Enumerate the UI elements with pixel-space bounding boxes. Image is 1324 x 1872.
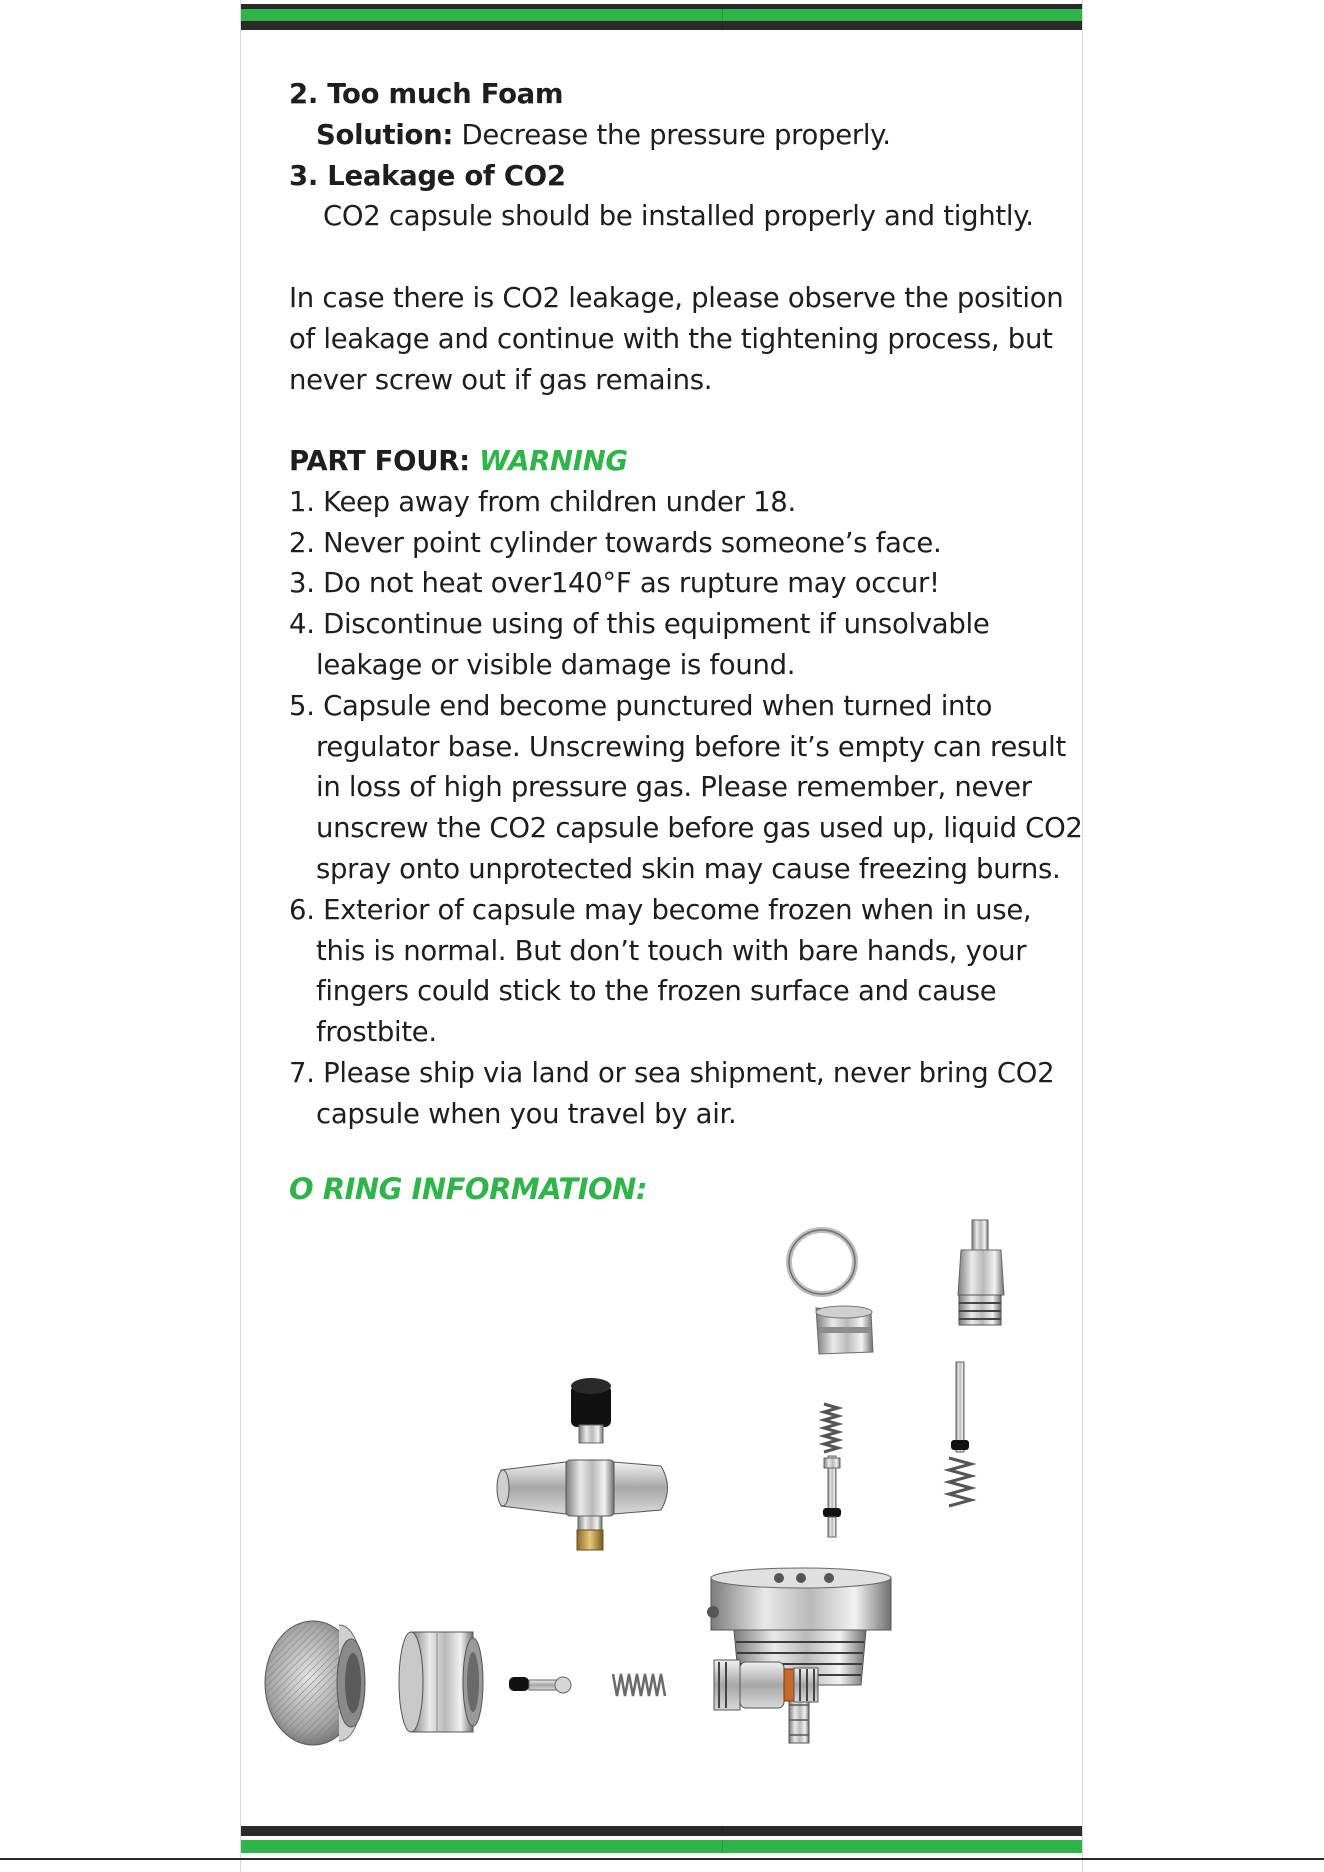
warning-item-line: 1. Keep away from children under 18.	[289, 485, 796, 518]
warning-item-line: this is normal. But don’t touch with bare hands, your	[316, 934, 1027, 967]
warning-item-line: in loss of high pressure gas. Please remember, never	[316, 771, 1032, 804]
solution-label: Solution:	[316, 118, 454, 151]
leakage-line: In case there is CO2 leakage, please observe the position	[289, 282, 1064, 314]
warning-item-line: capsule when you travel by air.	[316, 1097, 737, 1130]
warning-item-line: 4. Discontinue using of this equipment if unsolvable	[289, 608, 990, 641]
warning-item-line: leakage or visible damage is found.	[316, 648, 796, 681]
leakage-line: never screw out if gas remains.	[289, 363, 713, 396]
valve-pin-part	[949, 1362, 971, 1506]
warning-label: WARNING	[479, 445, 628, 477]
warning-item-line: 7. Please ship via land or sea shipment, never bring CO2	[289, 1056, 1055, 1089]
warning-item-line: spray onto unprotected skin may cause freezing burns.	[316, 852, 1061, 885]
section-2-heading: 2. Too much Foam	[289, 78, 564, 110]
regulator-base-part	[707, 1568, 891, 1743]
o-ring-part	[789, 1230, 855, 1294]
solution-text: Decrease the pressure properly.	[453, 118, 891, 151]
manual-page	[240, 0, 1083, 1872]
warning-item-line: 2. Never point cylinder towards someone’s face.	[289, 526, 942, 559]
bottom-band-green	[241, 1840, 1082, 1853]
small-spring-part	[613, 1674, 665, 1696]
part-four-label: PART FOUR:	[289, 445, 470, 477]
co2-regulator-part	[497, 1378, 668, 1550]
warning-item-line: frostbite.	[316, 1016, 437, 1049]
threaded-fitting-part	[958, 1220, 1004, 1325]
page-bottom-rule	[0, 1858, 1324, 1860]
hex-nut-part	[816, 1306, 873, 1354]
adapter-part	[714, 1660, 818, 1710]
leakage-line: of leakage and continue with the tightening process, but	[289, 322, 1053, 355]
small-valve-part	[509, 1677, 571, 1693]
section-3-text: CO2 capsule should be installed properly and tightly.	[323, 200, 1034, 233]
warning-item-line: unscrew the CO2 capsule before gas used up, liquid CO2	[316, 812, 1083, 845]
section-3-heading: 3. Leakage of CO2	[289, 159, 566, 192]
warning-item-line: 3. Do not heat over140°F as rupture may occur!	[289, 567, 940, 600]
warning-item-line: 6. Exterior of capsule may become frozen when in use,	[289, 893, 1032, 926]
bottom-band-dark	[241, 1826, 1082, 1836]
warning-item-line: fingers could stick to the frozen surface and cause	[316, 975, 997, 1008]
regulator-parts-illustration	[241, 0, 1084, 1872]
knurled-cap-part	[265, 1621, 365, 1745]
threaded-sleeve-part	[399, 1632, 483, 1732]
warning-item-line: regulator base. Unscrewing before it’s empty can result	[316, 730, 1066, 763]
warning-item-line: 5. Capsule end become punctured when turned into	[289, 689, 993, 722]
valve-spring-part	[823, 1404, 841, 1537]
oring-info-title: O RING INFORMATION:	[289, 1172, 648, 1206]
